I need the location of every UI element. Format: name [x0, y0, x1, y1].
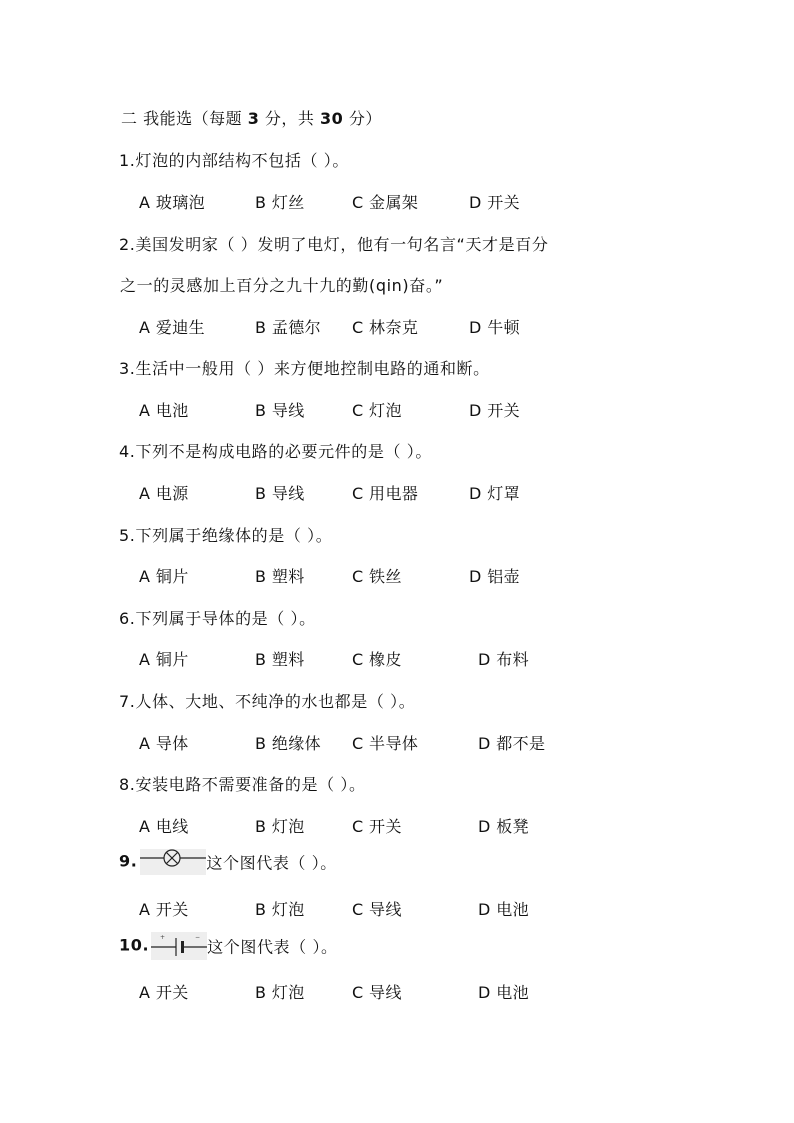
question-3-option-d[interactable]: D 开关 [469, 401, 521, 420]
question-4-option-a[interactable]: A 电源 [139, 484, 189, 503]
question-3-option-b[interactable]: B 导线 [255, 401, 305, 420]
question-1-option-d[interactable]: D 开关 [469, 193, 521, 212]
question-10-option-d[interactable]: D 电池 [478, 983, 530, 1002]
question-3-option-a[interactable]: A 电池 [139, 401, 189, 420]
points-per-question: 3 [247, 109, 260, 128]
question-5-option-b[interactable]: B 塑料 [255, 567, 305, 586]
question-3: 3.生活中一般用（ ）来方便地控制电路的通和断。 [119, 359, 490, 378]
question-3-option-c[interactable]: C 灯泡 [352, 401, 402, 420]
question-9-option-b[interactable]: B 灯泡 [255, 900, 305, 919]
total-points: 30 [320, 109, 344, 128]
question-6: 6.下列属于导体的是（ ）。 [119, 609, 316, 628]
question-4-option-b[interactable]: B 导线 [255, 484, 305, 503]
section-heading [121, 106, 382, 129]
section-heading-prefix: 二 我能选（每题 [121, 109, 248, 128]
question-7: 7.人体、大地、不纯净的水也都是（ ）。 [119, 692, 416, 711]
question-8-option-b[interactable]: B 灯泡 [255, 817, 305, 836]
question-8-option-a[interactable]: A 电线 [139, 817, 189, 836]
lamp-symbol-icon [140, 849, 206, 875]
question-8-option-c[interactable]: C 开关 [352, 817, 402, 836]
svg-text:+: + [160, 934, 166, 941]
question-5-option-c[interactable]: C 铁丝 [352, 567, 402, 586]
question-2-option-d[interactable]: D 牛顿 [469, 318, 521, 337]
question-10-option-a[interactable]: A 开关 [139, 983, 189, 1002]
question-5-option-d[interactable]: D 铝壶 [469, 567, 521, 586]
question-10-option-b[interactable]: B 灯泡 [255, 983, 305, 1002]
question-7-option-b[interactable]: B 绝缘体 [255, 734, 322, 753]
question-9-number: 9. [119, 851, 138, 871]
question-8: 8.安装电路不需要准备的是（ ）。 [119, 775, 366, 794]
question-1-option-a[interactable]: A 玻璃泡 [139, 193, 206, 212]
question-10 [119, 932, 338, 960]
question-4: 4.下列不是构成电路的必要元件的是（ ）。 [119, 442, 432, 461]
question-9-option-d[interactable]: D 电池 [478, 900, 530, 919]
question-9 [119, 849, 337, 875]
question-9-text: 这个图代表（ ）。 [206, 853, 337, 873]
question-7-option-c[interactable]: C 半导体 [352, 734, 419, 753]
question-9-option-c[interactable]: C 导线 [352, 900, 402, 919]
question-2: 2.美国发明家（ ）发明了电灯，他有一句名言“天才是百分 [119, 235, 549, 254]
question-9-option-a[interactable]: A 开关 [139, 900, 189, 919]
question-1-option-c[interactable]: C 金属架 [352, 193, 419, 212]
question-5-option-a[interactable]: A 铜片 [139, 567, 189, 586]
question-4-option-d[interactable]: D 灯罩 [469, 484, 521, 503]
question-7-option-d[interactable]: D 都不是 [478, 734, 546, 753]
question-2-continued: 之一的灵感加上百分之九十九的勤(qin)奋。” [120, 276, 444, 295]
section-heading-mid: 分，共 [259, 109, 321, 128]
question-10-text: 这个图代表（ ）。 [207, 937, 338, 957]
question-6-option-a[interactable]: A 铜片 [139, 650, 189, 669]
question-2-option-c[interactable]: C 林奈克 [352, 318, 419, 337]
section-heading-suffix: 分） [343, 109, 382, 128]
question-6-option-b[interactable]: B 塑料 [255, 650, 305, 669]
question-2-option-a[interactable]: A 爱迪生 [139, 318, 206, 337]
question-1-option-b[interactable]: B 灯丝 [255, 193, 305, 212]
question-7-option-a[interactable]: A 导体 [139, 734, 189, 753]
battery-symbol-icon [151, 932, 207, 960]
question-5: 5.下列属于绝缘体的是（ ）。 [119, 526, 333, 545]
question-4-option-c[interactable]: C 用电器 [352, 484, 419, 503]
question-10-number: 10. [119, 935, 150, 955]
question-2-option-b[interactable]: B 孟德尔 [255, 318, 322, 337]
question-1: 1.灯泡的内部结构不包括（ ）。 [119, 151, 349, 170]
question-6-option-d[interactable]: D 布料 [478, 650, 530, 669]
svg-text:−: − [195, 934, 201, 941]
question-8-option-d[interactable]: D 板凳 [478, 817, 530, 836]
question-10-option-c[interactable]: C 导线 [352, 983, 402, 1002]
question-6-option-c[interactable]: C 橡皮 [352, 650, 402, 669]
